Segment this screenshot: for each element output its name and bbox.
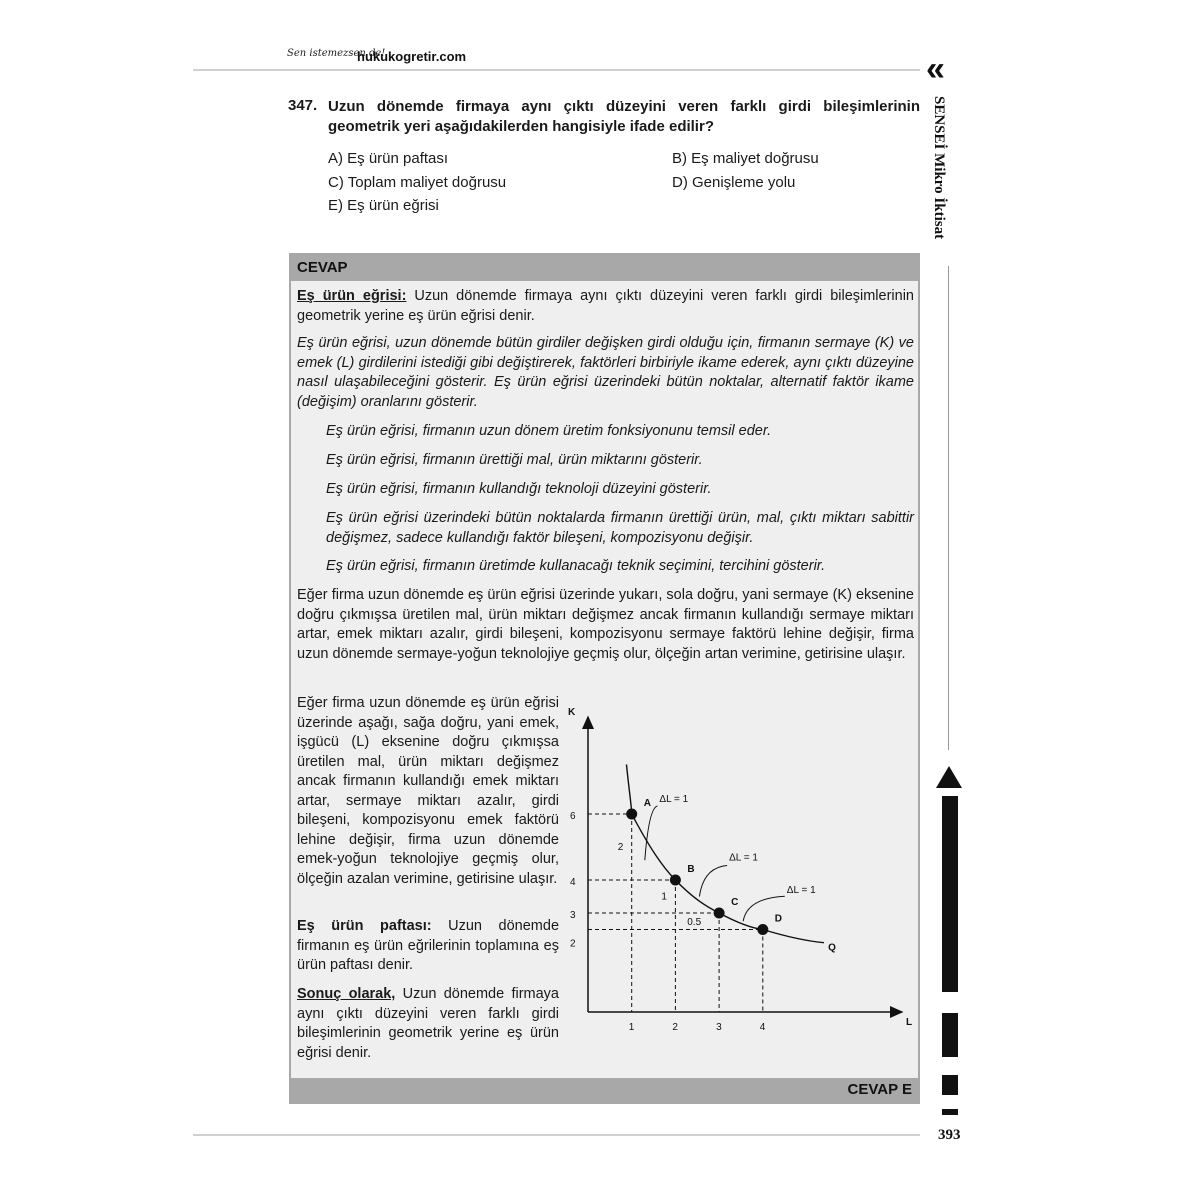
answer-footer: CEVAP E bbox=[291, 1078, 918, 1102]
sonuc-term: Sonuç olarak, bbox=[297, 986, 396, 1002]
bullet-item: Eş ürün eğrisi, firmanın uzun dönem üretim fonksiyonunu temsil eder. bbox=[326, 423, 772, 439]
x-tick-label: 2 bbox=[672, 1022, 678, 1033]
paftasi-paragraph bbox=[297, 917, 559, 976]
top-divider bbox=[193, 69, 920, 71]
delta-l-pointer bbox=[645, 806, 658, 860]
bottom-divider bbox=[193, 1134, 920, 1136]
option-d: D) Genişleme yolu bbox=[672, 174, 796, 191]
paftasi-text: Uzun dönemde firmanın eş ürün eğrilerinin toplamına eş ürün paftası denir. bbox=[297, 918, 560, 973]
bullet-item: Eş ürün eğrisi üzerindeki bütün noktalarda firmanın ürettiği ürün, mal, çıktı miktarı sabittir değişmez, sadece kullandığı faktör bileşeni, kompozisyonu değişir. bbox=[326, 510, 914, 546]
y-axis-label: K bbox=[568, 707, 576, 718]
data-point bbox=[714, 908, 725, 919]
paragraph-down: Eğer firma uzun dönemde eş ürün eğrisi üzerinde aşağı, sağa doğru, yani emek, işgücü (L) eksenine doğru çıkmışsa üretilen mal, ürün miktarı değişmez ancak firmanın kullandığı emek miktarı artar, sermaye miktarı azalır, girdi bileşeni, kompozisyonu emek faktörü lehine değişir, firma uzun dönemde emek-yoğun teknolojiye geçmiş olur, ölçeğin azalan verimine, getirisine ulaşır. bbox=[297, 695, 559, 887]
answer-header: CEVAP bbox=[291, 255, 918, 281]
x-tick-label: 3 bbox=[716, 1022, 722, 1033]
point-label: D bbox=[774, 913, 783, 925]
side-bar-tiny bbox=[942, 1109, 958, 1115]
side-divider bbox=[948, 266, 949, 750]
definition-paragraph bbox=[297, 287, 914, 326]
paftasi-term: Eş ürün paftası: bbox=[297, 918, 432, 934]
point-label: A bbox=[643, 798, 651, 809]
sonuc-paragraph bbox=[297, 985, 559, 1063]
paragraph-up: Eğer firma uzun dönemde eş ürün eğrisi üzerinde yukarı, sola doğru, yani sermaye (K) eksenine doğru çıkmışsa üretilen mal, ürün miktarı değişmez ancak firmanın kullandığı sermaye miktarı artar, emek miktarı azalır, girdi bileşeni, kompozisyonu sermaye faktörü lehine değişir, firma uzun dönemde sermaye-yoğun teknolojiye geçmiş olur, ölçeğin artan verimine, getirisine ulaşır. bbox=[297, 587, 914, 662]
italic-paragraph: Eş ürün eğrisi, uzun dönemde bütün girdiler değişken girdi olduğu için, firmanın sermaye (K) ve emek (L) girdilerini istediği gibi değiştirerek, faktörleri birbiriyle ikame ederek, aynı çıktı düzeyine nasıl ulaşabileceğini gösterir. Eş ürün eğrisi üzerindeki bütün noktalar, alternatif faktör ikame (değişim) oranlarını gösterir. bbox=[297, 335, 914, 410]
point-label: B bbox=[687, 864, 695, 875]
curve-label: Q bbox=[828, 942, 836, 954]
bullet-item: Eş ürün eğrisi, firmanın kullandığı teknoloji düzeyini gösterir. bbox=[326, 481, 712, 497]
sonuc-text: Uzun dönemde firmaya aynı çıktı düzeyini veren farklı girdi bileşimlerinin geometrik yerine eş ürün eğrisi denir. bbox=[297, 986, 559, 1061]
option-c: C) Toplam maliyet doğrusu bbox=[328, 174, 507, 191]
point-label: C bbox=[731, 897, 739, 908]
bullet-item: Eş ürün eğrisi, firmanın üretimde kullanacağı teknik seçimini, tercihini gösterir. bbox=[326, 558, 826, 574]
side-bar-short bbox=[942, 1075, 958, 1095]
option-e: E) Eş ürün eğrisi bbox=[328, 197, 439, 214]
data-point bbox=[626, 809, 637, 820]
delta-l-label: ΔL = 1 bbox=[659, 794, 689, 805]
x-axis-label: L bbox=[906, 1017, 913, 1028]
question-text: Uzun dönemde firmaya aynı çıktı düzeyini veren farklı girdi bileşimlerinin geometrik yeri aşağıdakilerden hangisiyle ifade edilir? bbox=[328, 98, 920, 135]
delta-l-label: ΔL = 1 bbox=[786, 885, 816, 897]
data-point bbox=[757, 924, 768, 935]
delta-k-label: 0.5 bbox=[687, 917, 702, 928]
option-a: A) Eş ürün paftası bbox=[328, 150, 449, 167]
y-tick-label: 4 bbox=[570, 877, 576, 888]
data-point bbox=[670, 875, 681, 886]
option-b: B) Eş maliyet doğrusu bbox=[672, 150, 819, 167]
y-tick-label: 2 bbox=[570, 938, 576, 950]
side-bar-long bbox=[942, 796, 958, 992]
page-number: 393 bbox=[938, 1127, 961, 1143]
delta-l-pointer bbox=[699, 866, 727, 897]
y-tick-label: 3 bbox=[570, 910, 576, 921]
chevron-left-icon: « bbox=[926, 50, 945, 88]
bullet-item: Eş ürün eğrisi, firmanın ürettiği mal, ürün miktarını gösterir. bbox=[326, 452, 703, 468]
isoquant-chart bbox=[560, 695, 920, 1040]
definition-term: Eş ürün eğrisi: bbox=[297, 288, 407, 304]
x-tick-label: 1 bbox=[628, 1022, 635, 1033]
delta-k-label: 2 bbox=[617, 842, 624, 853]
question-number: 347. bbox=[288, 97, 318, 114]
y-tick-label: 6 bbox=[570, 811, 576, 822]
site-name: hukukogretir.com bbox=[357, 49, 467, 64]
book-title: SENSEİ Mikro İktisat bbox=[931, 96, 947, 240]
delta-k-label: 1 bbox=[661, 891, 667, 903]
arrow-up-icon bbox=[936, 766, 962, 788]
slogan: Sen istemezsen de! bbox=[287, 48, 386, 59]
side-bar-medium bbox=[942, 1013, 958, 1057]
definition-text: Uzun dönemde firmaya aynı çıktı düzeyini veren farklı girdi bileşimlerinin geometrik yerine eş ürün eğrisi denir. bbox=[297, 288, 914, 324]
isoquant-curve bbox=[626, 765, 824, 943]
x-tick-label: 4 bbox=[759, 1022, 766, 1033]
delta-l-label: ΔL = 1 bbox=[729, 852, 758, 864]
